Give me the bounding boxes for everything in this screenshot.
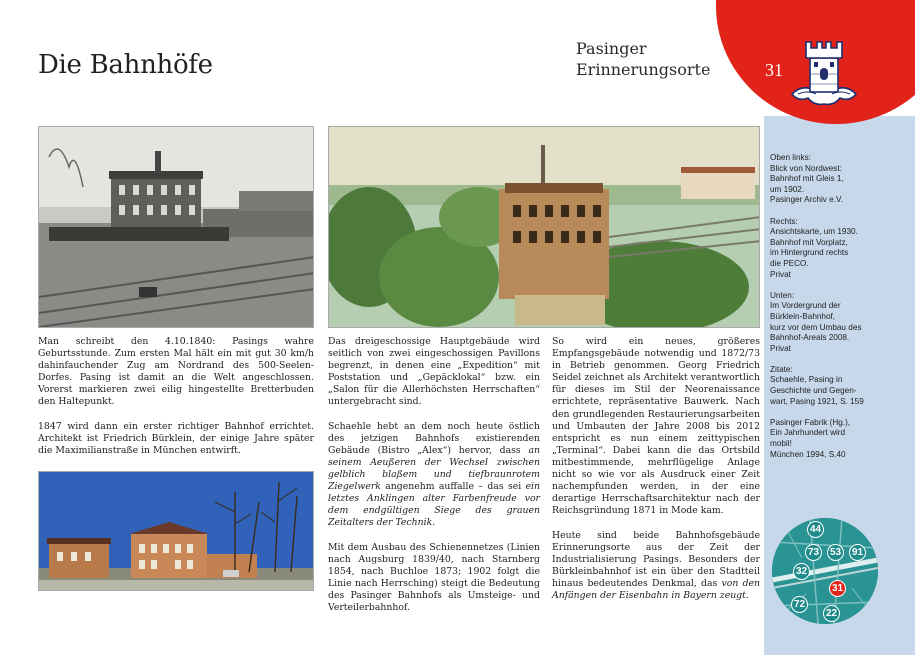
quote-run: ein letztes Anklingen alter Farbenfreude vor dem endgültigen Siege des grauen Zeitalters der Technik. <box>328 481 540 529</box>
map-marker: 32 <box>793 563 810 580</box>
paragraph: Man schreibt den 4.10.1840: Pasings wahre Geburtsstunde. Zum ersten Mal hält ein mit gut 30 km/h dahinfauchender Zug am Nordrand des 500-Seelen-Dorfes. Pasing ist damit an die Welt angeschlossen. Vorerst markieren zwei eilig hingestellte Bretterbuden den Haltepunkt. <box>38 336 314 408</box>
map-marker: 73 <box>805 544 822 561</box>
quote-run: von den Anfängen der Eisenbahn in Bayern zeugt. <box>552 577 761 601</box>
text-column-3 <box>552 336 760 614</box>
map-marker: 72 <box>791 596 808 613</box>
series-line-1: Pasinger <box>576 39 647 58</box>
text-column-2 <box>328 336 540 626</box>
caption-second-source: Pasinger Fabrik (Hg.), Ein Jahrhundert wird mobil! München 1994, S.40 <box>770 417 851 459</box>
map-marker: 22 <box>823 605 840 622</box>
text-run: angenehm auffalle – das sei <box>380 481 526 493</box>
page-title: Die Bahnhöfe <box>38 50 213 80</box>
caption-quotes-source: Zitate: Schaehle, Pasing in Geschichte und Gegen- wart, Pasing 1921, S. 159 <box>770 364 864 406</box>
series-title <box>576 38 710 80</box>
photo-postcard-1930 <box>328 126 760 328</box>
caption-bottom: Unten: Im Vordergrund der Bürklein-Bahnhof, kurz vor dem Umbau des Bahnhof-Areals 2008. Privat <box>770 290 862 353</box>
text-run: Heute sind beide Bahnhofsgebäude Erinnerungsorte aus der Zeit der Industrialisierung Pasings. Besonders der Bürkleinbahnhof ist ein über den Stadtteil hinaus bedeutendes Denkmal, das <box>552 529 760 589</box>
paragraph: 1847 wird dann ein erster richtiger Bahnhof errichtet. Architekt ist Friedrich Bürklein, der einige Jahre später die Maximilianstraße in München entwirft. <box>38 420 314 456</box>
series-line-2: Erinnerungsorte <box>576 60 711 79</box>
text-column-1 <box>38 336 314 469</box>
paragraph: Mit dem Ausbau des Schienennetzes (Linien nach Augsburg 1839/40, nach Starnberg 1854, nach Buchloe 1873; 1902 folgt die Linie nach Herrsching) steigt die Bedeutung des Pasinger Bahnhofs als Umsteige- und Verteilerbahnhof. <box>328 541 540 614</box>
quote-run: an seinem Aeußeren der Wechsel zwischen gelblich blaßem und tiefbraunrotem Ziegelwerk <box>328 444 540 493</box>
photo-historic-station-1902 <box>38 126 314 328</box>
text-run: Schaehle hebt an dem noch heute östlich des jetzigen Bahnhofs existierenden Gebäude (Bistro „Alex“) hervor, dass <box>328 420 540 456</box>
map-marker: 91 <box>849 544 866 561</box>
paragraph-with-quotes <box>328 421 540 530</box>
photo-captions <box>770 153 912 471</box>
photo-buerklein-station-2008 <box>38 471 314 591</box>
page-number: 31 <box>765 60 783 80</box>
paragraph: So wird ein neues, größeres Empfangsgebäude notwendig und 1872/73 in Betrieb genommen. Georg Friedrich Seidel zeichnet als Architekt verantwortlich für dieses im Stil der Neorenaissance errichtete, repräsentative Bauwerk. Nach den grundlegenden Restaurierungsarbeiten und Umbauten der Jahre 2008 bis 2012 entspricht es nun einem zeittypischen „Terminal“. Dabei kann die das Ortsbild mitbestimmende, mehrflügelige Anlage nicht so wie vor als Ausdruck einer Zeit nachempfunden werden, in der eine derartige Herrschaftsarchitektur nach der Reichsgründung 1871 in Mode kam. <box>552 336 760 517</box>
caption-top-left: Oben links: Blick von Nordwest: Bahnhof mit Gleis 1, um 1902. Pasinger Archiv e.V. <box>770 153 844 205</box>
paragraph: Das dreigeschossige Hauptgebäude wird seitlich von zwei eingeschossigen Pavillons begrenzt, in denen eine „Expedition“ mit Poststation und „Gepäcklokal“ bzw. ein „Salon für die Allerhöchsten Herrschaften“ untergebracht sind. <box>328 336 540 408</box>
map-marker-current: 31 <box>829 580 846 597</box>
paragraph-with-quote <box>552 530 760 603</box>
map-marker: 44 <box>807 521 824 538</box>
caption-right: Rechts: Ansichtskarte, um 1930. Bahnhof mit Vorplatz, im Hintergrund rechts die PECO. Privat <box>770 216 858 279</box>
map-marker: 53 <box>827 544 844 561</box>
tower-crest-icon <box>788 28 860 112</box>
locator-map <box>772 518 878 624</box>
